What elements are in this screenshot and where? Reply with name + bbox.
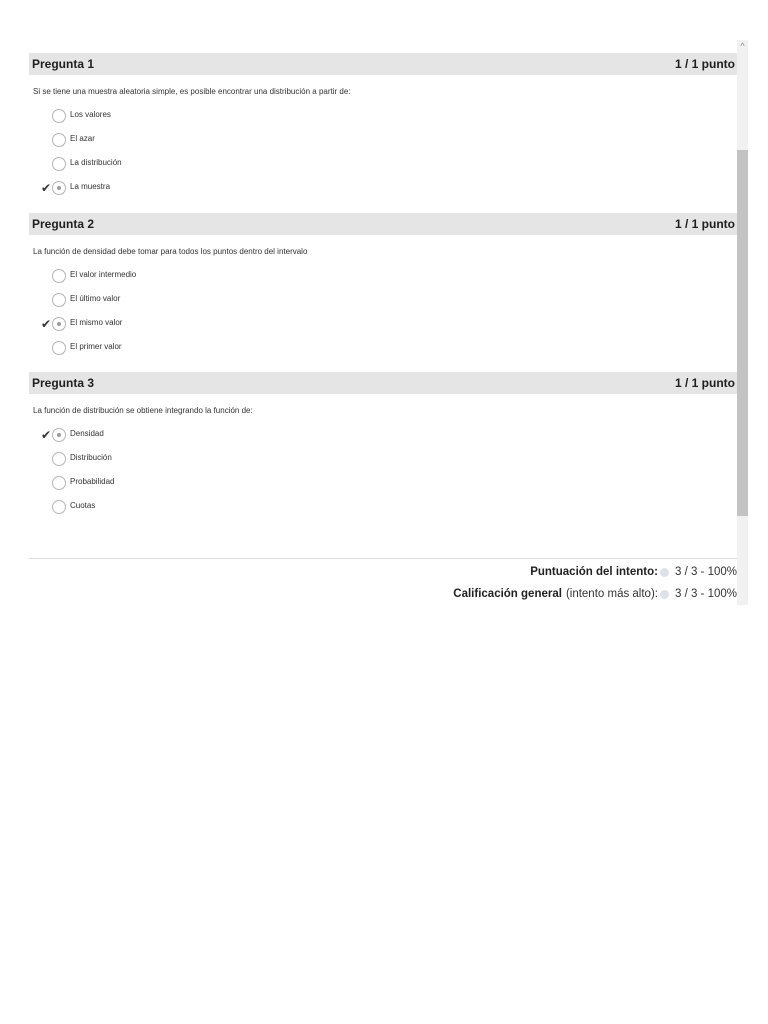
option-label: El último valor — [70, 294, 121, 303]
radio-button[interactable] — [52, 341, 66, 355]
attempt-score-value: 3 / 3 - 100% — [674, 566, 737, 578]
section-divider — [29, 558, 737, 559]
overall-grade-value: 3 / 3 - 100% — [674, 588, 737, 600]
option-el-ultimo-valor[interactable] — [29, 289, 737, 313]
radio-button-selected[interactable] — [52, 181, 66, 195]
info-dot-icon — [660, 590, 669, 599]
option-label: El mismo valor — [70, 318, 123, 327]
radio-button[interactable] — [52, 293, 66, 307]
radio-button[interactable] — [52, 133, 66, 147]
question-header — [29, 53, 737, 75]
option-el-azar[interactable] — [29, 129, 737, 153]
chevron-up-icon[interactable]: ^ — [740, 41, 745, 51]
option-label: El valor intermedio — [70, 270, 137, 279]
question-2 — [29, 213, 737, 365]
option-label: Los valores — [70, 110, 111, 119]
option-los-valores[interactable] — [29, 105, 737, 129]
question-header — [29, 372, 737, 394]
question-title: Pregunta 1 — [32, 57, 95, 71]
option-probabilidad[interactable] — [29, 472, 737, 496]
options-list — [29, 424, 737, 524]
checkmark-icon: ✔ — [41, 181, 52, 195]
scrollbar-thumb[interactable] — [737, 150, 748, 516]
overall-grade-label: Calificación general — [453, 588, 562, 600]
checkmark-icon: ✔ — [41, 317, 52, 331]
option-label: El azar — [70, 134, 95, 143]
attempt-score-row — [530, 566, 737, 578]
option-el-mismo-valor[interactable] — [29, 313, 737, 337]
option-label: Cuotas — [70, 501, 96, 510]
option-label: El primer valor — [70, 342, 122, 351]
option-la-distribucion[interactable] — [29, 153, 737, 177]
question-score: 1 / 1 punto — [675, 217, 735, 231]
question-title: Pregunta 2 — [32, 217, 95, 231]
option-el-valor-intermedio[interactable] — [29, 265, 737, 289]
option-label: Probabilidad — [70, 477, 115, 486]
option-distribucion[interactable] — [29, 448, 737, 472]
options-list — [29, 105, 737, 205]
option-label: Distribución — [70, 453, 112, 462]
radio-button[interactable] — [52, 500, 66, 514]
option-label: La distribución — [70, 158, 122, 167]
question-1 — [29, 53, 737, 205]
option-label: Densidad — [70, 429, 104, 438]
info-dot-icon — [660, 568, 669, 577]
radio-button[interactable] — [52, 269, 66, 283]
question-text: La función de distribución se obtiene integrando la función de: — [33, 406, 253, 415]
option-densidad[interactable] — [29, 424, 737, 448]
question-score: 1 / 1 punto — [675, 376, 735, 390]
option-label: La muestra — [70, 182, 111, 191]
checkmark-icon: ✔ — [41, 428, 52, 442]
question-header — [29, 213, 737, 235]
question-score: 1 / 1 punto — [675, 57, 735, 71]
overall-grade-row — [453, 588, 737, 600]
radio-button-selected[interactable] — [52, 317, 66, 331]
question-text: Si se tiene una muestra aleatoria simple, es posible encontrar una distribución a partir de: — [33, 87, 351, 96]
radio-button-selected[interactable] — [52, 428, 66, 442]
vertical-scrollbar[interactable] — [737, 40, 748, 605]
radio-button[interactable] — [52, 476, 66, 490]
question-3 — [29, 372, 737, 524]
attempt-score-label: Puntuación del intento: — [530, 566, 658, 578]
question-text: La función de densidad debe tomar para todos los puntos dentro del intervalo — [33, 247, 308, 256]
radio-button[interactable] — [52, 109, 66, 123]
radio-button[interactable] — [52, 452, 66, 466]
quiz-results-viewport — [0, 40, 748, 605]
option-el-primer-valor[interactable] — [29, 337, 737, 361]
radio-button[interactable] — [52, 157, 66, 171]
option-cuotas[interactable] — [29, 496, 737, 520]
question-title: Pregunta 3 — [32, 376, 95, 390]
overall-grade-label-detail: (intento más alto): — [565, 588, 658, 600]
options-list — [29, 265, 737, 365]
option-la-muestra[interactable] — [29, 177, 737, 201]
